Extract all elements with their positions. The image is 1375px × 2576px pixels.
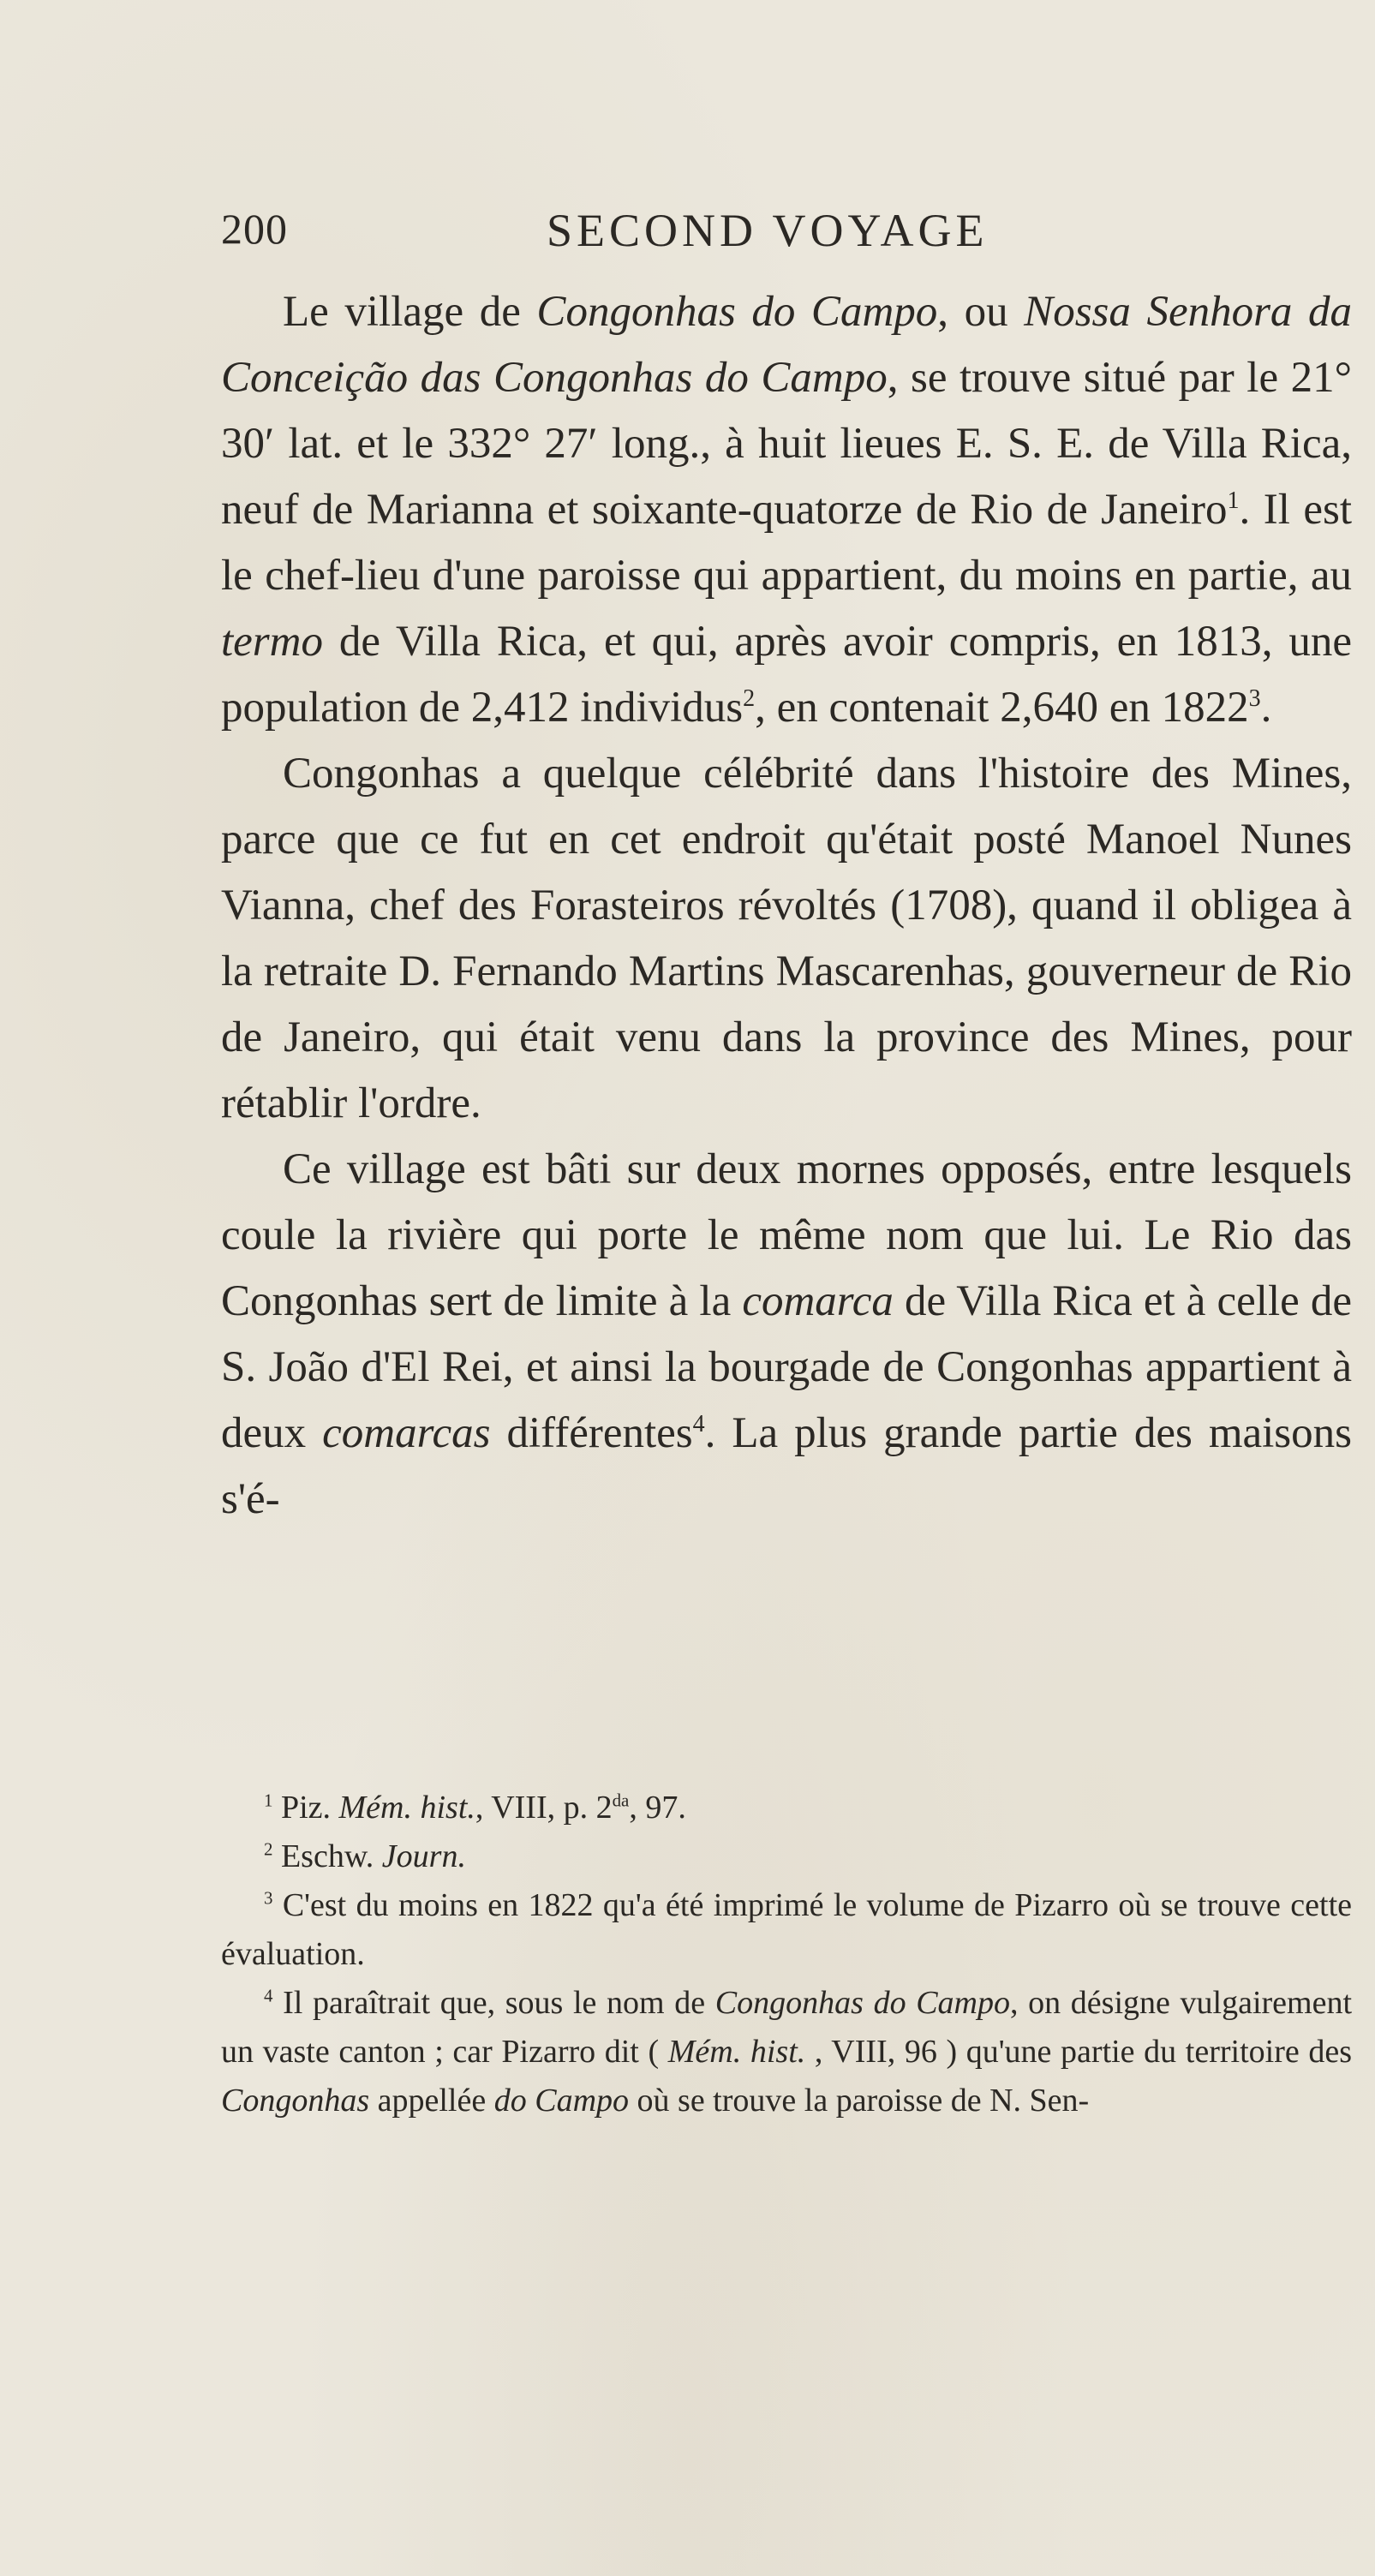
footnote-1 (221, 1784, 1352, 1832)
footnote-ref: 3 (1248, 685, 1261, 712)
footnote-4 (221, 1979, 1352, 2125)
text-run: , VIII, p. 2 (475, 1790, 613, 1826)
text-run: . (1260, 684, 1272, 732)
text-run: . La plus grande partie des maisons s'é- (221, 1409, 1353, 1523)
running-title: SECOND VOYAGE (547, 205, 989, 256)
text-run: où se trouve la paroisse de N. Sen- (629, 2083, 1090, 2119)
text-run: . Il est le chef-lieu d'une paroisse qui appartient, du moins en partie, au (221, 486, 1352, 600)
footnote-mark: 4 (264, 1985, 273, 2006)
italic-title: Mém. hist. (667, 2034, 806, 2070)
footnote-3 (221, 1881, 1352, 1979)
running-head (221, 204, 1352, 264)
italic-place-name: do Campo (493, 2083, 630, 2119)
italic-title: Mém. hist. (338, 1790, 475, 1826)
text-run: Piz. (272, 1790, 339, 1826)
text-run: appellée (369, 2083, 494, 2119)
text-run: de Villa Rica et à celle de S. João d'El Rei, et ainsi la bourgade de Congonhas appartient à deux (221, 1277, 1352, 1457)
footnote-ref: 2 (743, 685, 756, 712)
italic-place-name: Nossa Senhora da Conceição das Congonhas do Campo (221, 288, 1353, 402)
text-run: , en contenait 2,640 en 1822 (755, 684, 1249, 732)
paragraph-1 (221, 279, 1352, 741)
paragraph-3 (221, 1137, 1352, 1533)
italic-term: comarca (742, 1277, 894, 1325)
italic-term: comarcas (322, 1409, 491, 1457)
footnotes (221, 1784, 1352, 2125)
text-run: Le village de (283, 288, 537, 336)
text-run: Il paraîtrait que, sous le nom de (272, 1985, 715, 2021)
footnote-ref: 4 (692, 1411, 705, 1437)
text-run: Eschw. (272, 1838, 382, 1874)
italic-term: termo (221, 618, 323, 666)
italic-place-name: Congonhas do Campo (714, 1985, 1010, 2021)
footnote-2 (221, 1832, 1352, 1881)
text-run: Ce village est bâti sur deux mornes opposés, entre lesquels coule la rivière qui porte le même nom que lui. Le Rio das Congonhas sert de limite à la (221, 1145, 1352, 1325)
italic-title: Journ. (381, 1838, 466, 1874)
page-number: 200 (221, 205, 288, 253)
text-run: de Villa Rica, et qui, après avoir compris, en 1813, une population de 2,412 individus (221, 618, 1352, 732)
footnote-ref: 1 (1227, 487, 1240, 514)
footnote-mark: 2 (264, 1838, 273, 1860)
italic-place-name: Congonhas do Campo (536, 288, 938, 336)
text-run: , VIII, 96 ) qu'une partie du territoire des (805, 2034, 1352, 2070)
superscript: da (612, 1790, 630, 1811)
text-run: , 97. (629, 1790, 686, 1826)
text-run: , on désigne vulgairement un vaste canton ; car Pizarro dit ( (221, 1985, 1353, 2070)
text-run: différentes (490, 1409, 693, 1457)
text-run: , se trouve situé par le 21° 30′ lat. et le 332° 27′ long., à huit lieues E. S. E. de Villa Rica, neuf de Marianna et soixante-quatorze de Rio de Janeiro (221, 354, 1353, 534)
paragraph-2: Congonhas a quelque célébrité dans l'histoire des Mines, parce que ce fut en cet endroit qu'était posté Manoel Nunes Vianna, chef des Forasteiros révoltés (1708), quand il obligea à la retraite D. Fernando Martins Mascarenhas, gouverneur de Rio de Janeiro, qui était venu dans la province des Mines, pour rétablir l'ordre. (221, 750, 1352, 1127)
body-text (221, 279, 1352, 1533)
italic-place-name: Congonhas (221, 2083, 370, 2119)
text-run: C'est du moins en 1822 qu'a été imprimé le volume de Pizarro où se trouve cette évaluation. (221, 1887, 1352, 1972)
text-run: , ou (937, 288, 1025, 336)
footnote-mark: 3 (264, 1887, 273, 1909)
footnote-mark: 1 (264, 1790, 273, 1811)
